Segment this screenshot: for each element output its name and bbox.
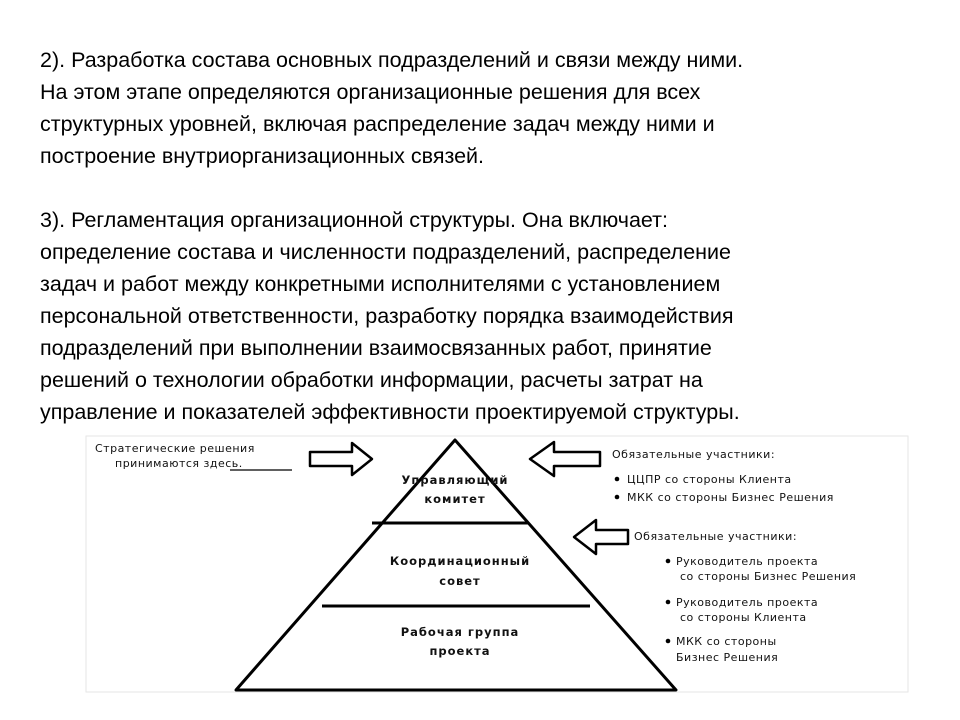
strategic-note-line-2: принимаются здесь. bbox=[115, 457, 243, 470]
text-line: персональной ответственности, разработку порядка взаимодействия bbox=[40, 304, 734, 328]
bullet-icon bbox=[666, 600, 671, 605]
text-line: решений о технологии обработки информации, расчеты затрат на bbox=[40, 368, 703, 392]
text-line: задач и работ между конкретными исполнителями с установлением bbox=[40, 272, 721, 296]
council-participant-line-1: МКК со стороны bbox=[676, 635, 777, 648]
text-line: построение внутриорганизационных связей. bbox=[40, 144, 485, 168]
level-council-line-1: Координационный bbox=[389, 554, 531, 568]
bullet-icon bbox=[615, 495, 620, 500]
arrow-left-icon bbox=[530, 442, 600, 476]
committee-participants-title: Обязательные участники: bbox=[612, 448, 776, 461]
text-line: На этом этапе определяются организационные решения для всех bbox=[40, 80, 701, 104]
bullet-icon bbox=[615, 477, 620, 482]
text-line: 3). Регламентация организационной структуры. Она включает: bbox=[40, 208, 668, 232]
level-workgroup-line-2: проекта bbox=[429, 644, 491, 658]
level-committee-line-1: Управляющий bbox=[401, 473, 509, 487]
text-line: управление и показателей эффективности проектируемой структуры. bbox=[40, 400, 740, 424]
council-participant-line-1: Руководитель проекта bbox=[676, 555, 819, 568]
council-participant-line-1: Руководитель проекта bbox=[676, 596, 819, 609]
strategic-note-line-1: Стратегические решения bbox=[95, 442, 255, 455]
text-line: структурных уровней, включая распределение задач между ними и bbox=[40, 112, 715, 136]
text-line: определение состава и численности подразделений, распределение bbox=[40, 240, 731, 264]
level-committee-line-2: комитет bbox=[424, 492, 486, 506]
text-line: 2). Разработка состава основных подразделений и связи между ними. bbox=[40, 48, 744, 72]
level-workgroup-line-1: Рабочая группа bbox=[400, 625, 520, 639]
committee-participant: МКК со стороны Бизнес Решения bbox=[627, 491, 834, 504]
council-participants-title: Обязательные участники: bbox=[634, 530, 798, 543]
bullet-icon bbox=[666, 559, 671, 564]
text-line: подразделений при выполнении взаимосвязанных работ, принятие bbox=[40, 336, 712, 360]
council-participant-line-2: со стороны Клиента bbox=[680, 611, 807, 624]
level-council-line-2: совет bbox=[439, 574, 481, 588]
arrow-right-icon bbox=[310, 443, 372, 475]
council-participant-line-2: Бизнес Решения bbox=[676, 651, 779, 664]
committee-participant: ЦЦПР со стороны Клиента bbox=[627, 473, 792, 486]
bullet-icon bbox=[666, 639, 671, 644]
council-participant-line-2: со стороны Бизнес Решения bbox=[680, 570, 857, 583]
arrow-left-icon bbox=[574, 520, 628, 554]
